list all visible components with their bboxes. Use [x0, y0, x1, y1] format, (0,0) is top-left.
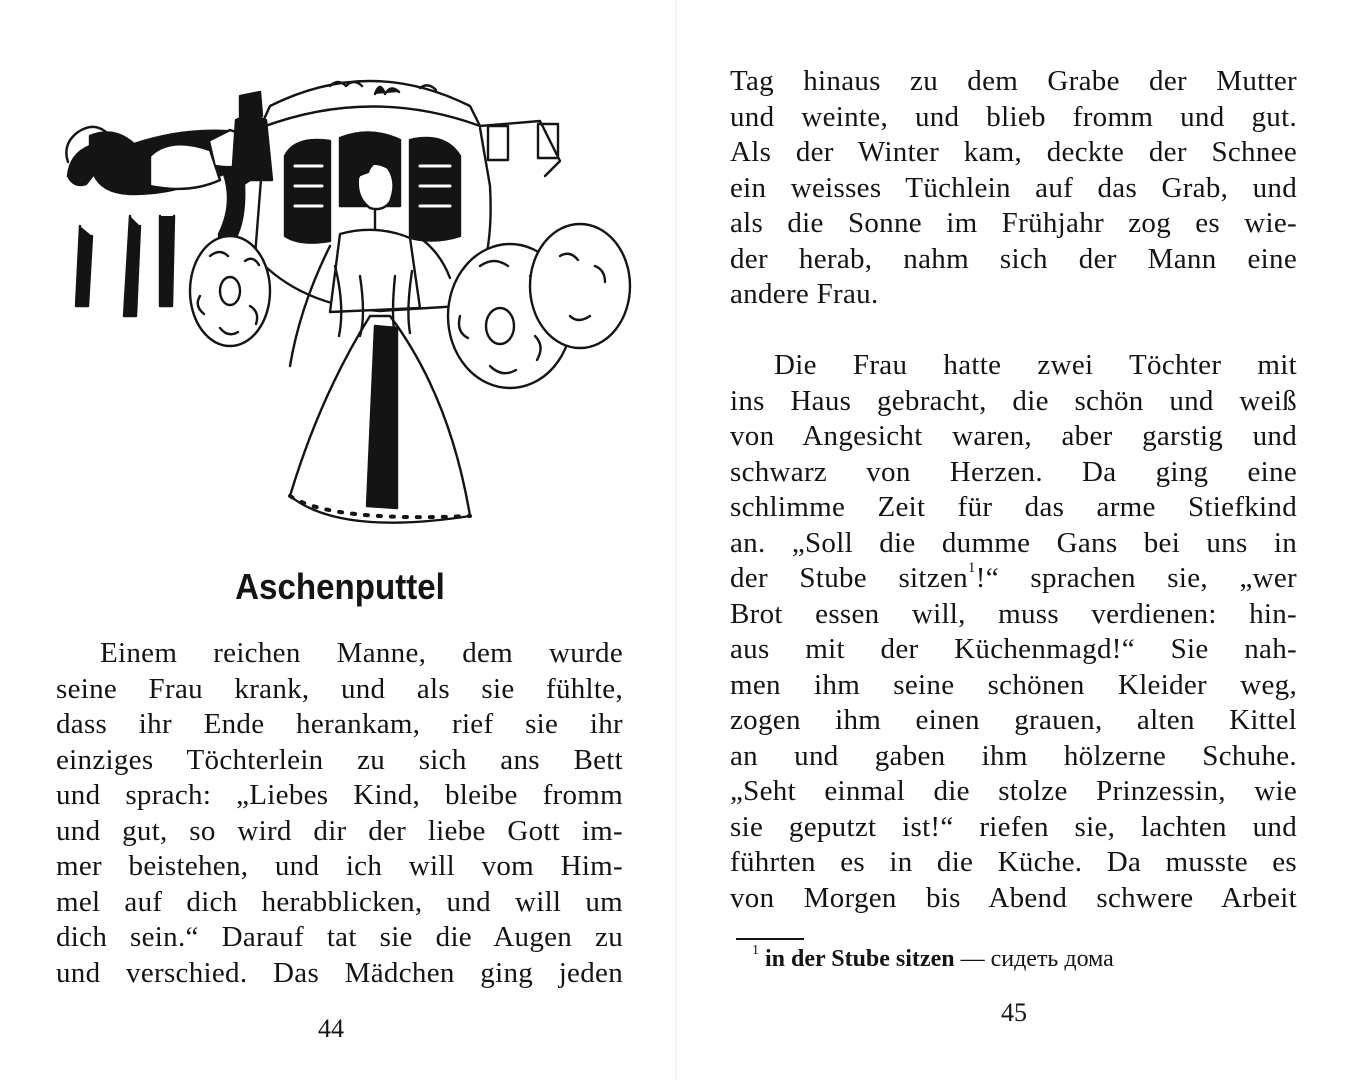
text-line: Tag hinaus zu dem Grabe der Mutter [730, 65, 1297, 97]
footnote [752, 944, 1114, 974]
text-line: und weinte, und blieb fromm und gut. [730, 100, 1297, 133]
text-line: sie geputzt ist!“ riefen sie, lachten und [730, 810, 1297, 843]
footnote-marker: 1 [967, 560, 976, 576]
footnote-dash: — [960, 946, 985, 972]
footnote-translation: сидеть дома [990, 946, 1114, 972]
text-line: der herab, nahm sich der Mann eine [730, 242, 1297, 275]
footnote-number: 1 [752, 943, 759, 958]
text-line: zogen ihm einen grauen, alten Kittel [730, 704, 1297, 736]
text-line: aus mit der Küchenmagd!“ Sie nah- [730, 633, 1297, 665]
text-line: von Angesicht waren, aber garstig und [730, 420, 1297, 452]
story-title: Aschenputtel [235, 566, 445, 607]
text-line: als die Sonne im Frühjahr zog es wie- [730, 207, 1297, 239]
text-segment: der Stube sitzen [730, 562, 968, 594]
text-line: Die Frau hatte zwei Töchter mit [774, 349, 1297, 381]
right-paragraph-1 [730, 64, 1297, 313]
text-line: und verschied. Das Mädchen ging jeden [56, 956, 623, 989]
footnote-term: in der Stube sitzen [765, 946, 955, 972]
text-line: seine Frau krank, und als sie fühlte, [56, 672, 623, 705]
text-line: ins Haus gebracht, die schön und weiß [730, 384, 1297, 417]
text-line: andere Frau. [730, 278, 879, 310]
right-page [676, 0, 1353, 1080]
text-line: ein weisses Tüchlein auf das Grab, und [730, 171, 1297, 204]
left-page [0, 0, 676, 1080]
left-paragraph [56, 636, 623, 991]
text-line: „Seht einmal die stolze Prinzessin, wie [730, 775, 1297, 807]
text-line: men ihm seine schönen Kleider weg, [730, 668, 1297, 701]
right-paragraph-2 [730, 348, 1297, 916]
carriage-illustration [40, 66, 640, 536]
text-line: und gut, so wird dir der liebe Gott im- [56, 814, 623, 847]
text-line: Einem reichen Manne, dem wurde [100, 637, 623, 669]
coachman [232, 92, 272, 180]
text-line [730, 561, 1297, 597]
text-line: an und gaben ihm hölzerne Schuhe. [730, 739, 1297, 772]
text-line: mer beistehen, und ich will vom Him- [56, 850, 623, 882]
text-line: und sprach: „Liebes Kind, bleibe fromm [56, 779, 623, 811]
text-line: führten es in die Küche. Da musste es [730, 846, 1297, 878]
page-number-right: 45 [1001, 998, 1027, 1027]
text-line: Brot essen will, muss verdienen: hin- [730, 597, 1297, 630]
page-number-left: 44 [318, 1014, 344, 1043]
footnote-rule [736, 938, 804, 940]
text-line: von Morgen bis Abend schwere Arbeit [730, 881, 1297, 914]
text-line: mel auf dich herabblicken, und will um [56, 885, 623, 918]
text-line: einziges Töchterlein zu sich ans Bett [56, 743, 623, 776]
text-line: dich sein.“ Darauf tat sie die Augen zu [56, 921, 623, 953]
text-segment: !“ sprachen sie, „wer [975, 562, 1298, 594]
front-wheel [190, 236, 270, 346]
text-line: an. „Soll die dumme Gans bei uns in [730, 526, 1297, 559]
text-line: dass ihr Ende herankam, rief sie ihr [56, 708, 623, 740]
text-line: schwarz von Herzen. Da ging eine [730, 455, 1297, 488]
text-line: schlimme Zeit für das arme Stiefkind [730, 491, 1297, 523]
text-line: Als der Winter kam, deckte der Schnee [730, 136, 1297, 168]
